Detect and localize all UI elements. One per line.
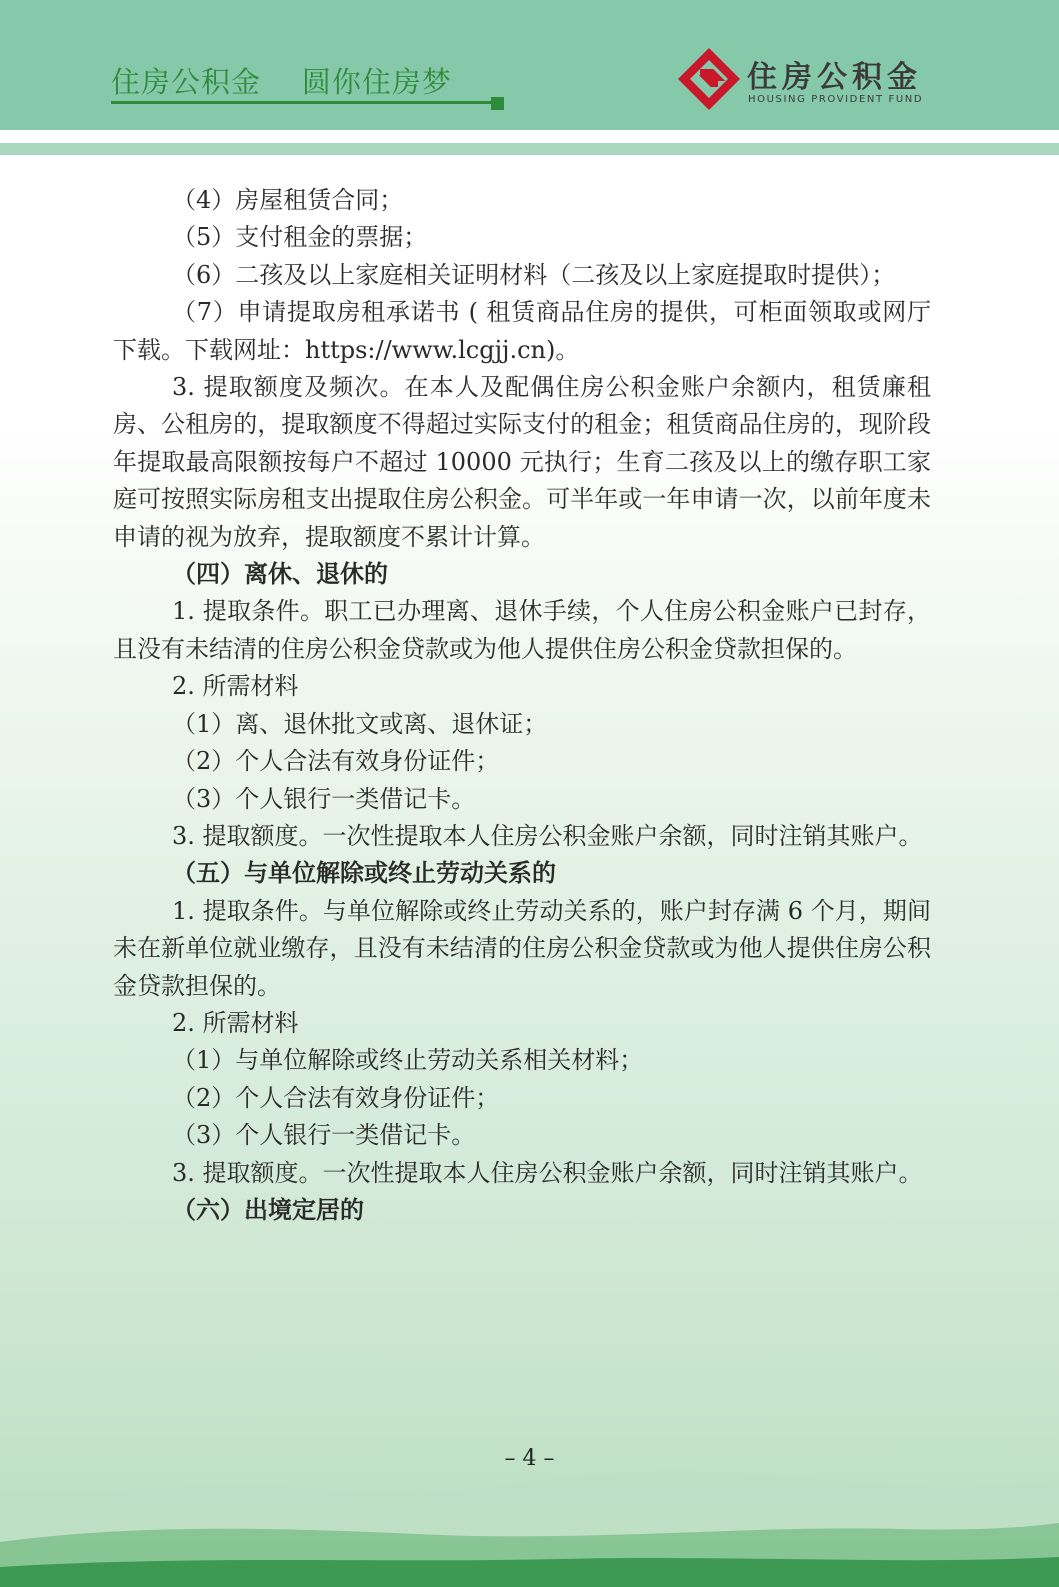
paragraph: （3）个人银行一类借记卡。 bbox=[172, 784, 476, 813]
section-heading: （六）出境定居的 bbox=[172, 1195, 364, 1224]
paragraph: 3. 提取额度及频次。在本人及配偶住房公积金账户余额内，租赁廉租房、公租房的，提取额度不得超过实际支付的租金；租赁商品住房的，现阶段年提取最高限额按每户不超过 10000 元执行；生育二孩及以上的缴存职工家庭可按照实际房租支出提取住房公积金。可半年或一年申请一次，以前年度未申请的视为放弃，提取额度不累计计算。 bbox=[113, 373, 931, 551]
section-heading: （五）与单位解除或终止劳动关系的 bbox=[172, 859, 556, 888]
paragraph: 1. 提取条件。职工已办理离、退休手续，个人住房公积金账户已封存，且没有未结清的住房公积金贷款或为他人提供住房公积金贷款担保的。 bbox=[113, 597, 931, 663]
paragraph: （1）与单位解除或终止劳动关系相关材料； bbox=[172, 1046, 644, 1075]
paragraph: （3）个人银行一类借记卡。 bbox=[172, 1121, 476, 1150]
page-number: – 4 – bbox=[504, 1446, 555, 1471]
paragraph: 3. 提取额度。一次性提取本人住房公积金账户余额，同时注销其账户。 bbox=[172, 1158, 923, 1187]
slogan-underline bbox=[111, 101, 496, 104]
decorative-hills bbox=[0, 1417, 1059, 1587]
paragraph: （6）二孩及以上家庭相关证明材料（二孩及以上家庭提取时提供）； bbox=[172, 260, 896, 289]
header-slogan: 住房公积金 圆你住房梦 bbox=[111, 65, 452, 99]
paragraph: （1）离、退休批文或离、退休证； bbox=[172, 709, 548, 738]
slogan-underline-end bbox=[491, 97, 504, 110]
paragraph: （7）申请提取房租承诺书 ( 租赁商品住房的提供，可柜面领取或网厅下载。下载网址：https://www.lcgjj.cn)。 bbox=[113, 298, 931, 364]
paragraph: 2. 所需材料 bbox=[172, 1008, 299, 1037]
paragraph: （5）支付租金的票据； bbox=[172, 223, 428, 252]
paragraph: （2）个人合法有效身份证件； bbox=[172, 1083, 500, 1112]
paragraph: 1. 提取条件。与单位解除或终止劳动关系的，账户封存满 6 个月，期间未在新单位就业缴存，且没有未结清的住房公积金贷款或为他人提供住房公积金贷款担保的。 bbox=[113, 896, 931, 1000]
paragraph: 3. 提取额度。一次性提取本人住房公积金账户余额，同时注销其账户。 bbox=[172, 821, 923, 850]
housing-fund-logo-icon bbox=[676, 46, 742, 112]
document-body bbox=[113, 182, 931, 1229]
section-heading: （四）离休、退休的 bbox=[172, 560, 388, 589]
logo-english-name: HOUSING PROVIDENT FUND bbox=[748, 94, 924, 105]
header-divider-band bbox=[0, 143, 1059, 155]
page-header bbox=[0, 0, 1059, 130]
paragraph: 2. 所需材料 bbox=[172, 672, 299, 701]
paragraph: （4）房屋租赁合同； bbox=[172, 186, 404, 214]
paragraph: （2）个人合法有效身份证件； bbox=[172, 747, 500, 776]
logo-chinese-name: 住房公积金 bbox=[747, 60, 922, 95]
